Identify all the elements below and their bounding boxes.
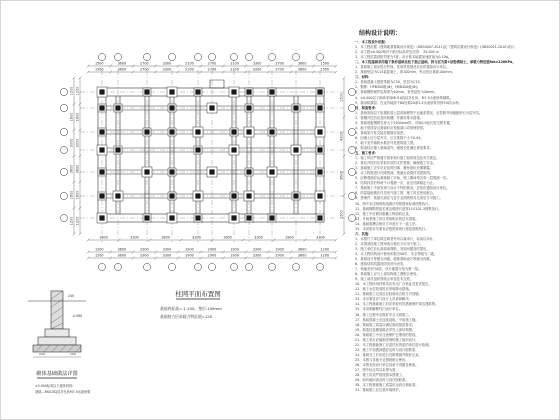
axis-bubble-top <box>114 53 121 60</box>
inner-wall <box>106 96 316 214</box>
column <box>99 193 104 198</box>
note-line: 8、构造柱应锚入基础梁内，锚固长度满足规范要求。 <box>355 145 433 150</box>
column <box>269 89 274 94</box>
column <box>231 215 236 220</box>
foundation-detail <box>28 291 91 394</box>
note-line: 23、施工中如遇问题应及时与设计院联系。 <box>355 347 419 352</box>
column <box>115 105 120 110</box>
dimension-label: 1500 <box>94 67 104 72</box>
dimension-label: 3300 <box>162 253 172 258</box>
note-line: 一、本工程设计依据： <box>355 40 388 44</box>
axis-bubble-bottom <box>316 263 323 270</box>
column <box>293 193 298 198</box>
note-line: 4、本工程结构设计使用年限为50年，安全等级为二级。 <box>355 251 438 256</box>
note-line: 六、其他： <box>355 231 372 236</box>
axis-bubble-bottom <box>194 263 201 270</box>
dimension-label: 1200 <box>94 253 104 258</box>
dimension-label: 1900 <box>230 253 239 258</box>
dimension-label: 3300 <box>252 253 262 258</box>
note-line: 3、施工单位应认真阅读图纸，发现问题及时提出。 <box>355 246 430 251</box>
detail-dim-2: 100 <box>70 352 76 356</box>
axis-bubble-left <box>60 192 67 199</box>
design-notes-title: 结构设计说明： <box>359 30 402 37</box>
note-line: 3、基础底板钢筋长度大于2500mm时，可取0.9倍长度交错布置。 <box>355 120 453 125</box>
column <box>246 169 251 174</box>
note-line: 20、基础施工中应注意保护已埋设的管线。 <box>355 332 419 337</box>
column <box>195 215 200 220</box>
note-line: 3、基础钢筋保护层厚度为40mm，有垫层时为40mm。 <box>355 90 438 95</box>
note-line: 10、本工程所用材料均应有出厂合格证及复试报告。 <box>355 282 432 287</box>
dimension-label: 3300 <box>162 247 172 252</box>
column <box>169 129 174 134</box>
column <box>293 105 298 110</box>
column <box>246 105 251 110</box>
dimension-label: 1800 <box>285 235 294 240</box>
note-line: 5、墙身防潮层：在室内地面下60处做20厚1:2水泥砂浆内掺5%防水剂。 <box>355 100 462 105</box>
dimension-label: 3600 <box>117 247 127 252</box>
column <box>144 169 149 174</box>
note-line: 五、施工要求： <box>355 151 379 156</box>
note-line: 6、结构封顶后每两个月观测一次，直至沉降稳定为止。 <box>355 181 437 186</box>
axis-bubble-top <box>98 53 105 60</box>
detail-label-b: -0.060 <box>72 314 83 318</box>
dimension-label: 3300 <box>252 247 262 252</box>
dimension-label: 3000 <box>69 138 74 148</box>
note-line: 1、基础混凝土强度等级为C30，垫层为C15。 <box>355 80 423 85</box>
dimension-label: 2900 <box>207 247 217 252</box>
column <box>246 193 251 198</box>
note-line: 3、基础施工完毕后应及时回填，避免基坑长期暴露。 <box>355 166 433 171</box>
column <box>169 169 174 174</box>
note-line: 12、基础施工完成后应经验收合格方可回填。 <box>355 292 422 297</box>
dimension-label: 1800 <box>69 112 74 122</box>
note-line: 1、基础施工前应进行钎探，发现异常情况应及时通知设计单位。 <box>355 65 450 70</box>
detail-note-1: ±0.000标高以下墙体材料： <box>35 384 76 388</box>
column <box>99 105 104 110</box>
column <box>317 193 322 198</box>
column <box>246 89 251 94</box>
axis-bubble-top <box>245 53 252 60</box>
dimension-label: 1800 <box>161 235 170 240</box>
dimension-label: 1200 <box>320 247 330 252</box>
column <box>99 169 104 174</box>
note-line: 3、本工程抗震设防烈度为7度，设计基本地震加速度值为0.10g。 <box>355 55 452 60</box>
note-line: 4、本工程需进行沉降观测，观测点设置详见建筑图。 <box>355 171 433 176</box>
column <box>246 215 251 220</box>
column <box>317 129 322 134</box>
axis-bubble-bottom <box>208 263 215 270</box>
column <box>169 193 174 198</box>
note-line: 29、如有疑问请及时与设计院联系。 <box>355 378 409 383</box>
note-line: 30、本工程基础施工质量应达到合格标准。 <box>355 383 419 388</box>
axis-bubble-bottom <box>292 263 299 270</box>
dimension-label: 3300 <box>254 235 263 240</box>
column-footings <box>97 87 325 223</box>
axis-bubble-left <box>60 214 67 221</box>
axis-bubble-top <box>143 53 150 60</box>
column <box>99 89 104 94</box>
column <box>169 105 174 110</box>
note-line: 5、基础设计等级为丙级，地基基础设计等级为丙级。 <box>355 257 433 262</box>
column <box>269 129 274 134</box>
axis-bubble-top <box>194 53 201 60</box>
dimension-label: 2900 <box>275 253 284 258</box>
column <box>231 193 236 198</box>
note-line: 2、本图须经施工图审查合格后方可用于施工。 <box>355 241 424 246</box>
note-line: 26、本图未经设计单位同意不得擅自修改。 <box>355 363 419 367</box>
axis-bubble-bottom <box>98 263 105 270</box>
axis-bubble-bottom <box>114 263 121 270</box>
axis-bubble-top <box>292 53 299 60</box>
dimension-label: 3600 <box>297 253 307 258</box>
column <box>99 129 104 134</box>
wall-lines <box>98 80 324 222</box>
note-line: 8、基础施工应与上部结构施工图配合使用。 <box>355 272 420 277</box>
note-line: 2、基坑开挖时应采取有效的支护措施，确保施工安全。 <box>355 161 437 166</box>
column <box>195 147 200 152</box>
column <box>99 215 104 220</box>
dimension-chains <box>73 65 346 260</box>
dimension-label: 1900 <box>185 247 194 252</box>
column <box>317 89 322 94</box>
detail-footing-step-1 <box>45 329 69 337</box>
dimension-label: 2100 <box>230 61 239 66</box>
dimension-label: 3600 <box>297 247 307 252</box>
dimension-label: 1800 <box>223 235 232 240</box>
detail-title: 砌体基础做法详图 <box>36 371 78 377</box>
detail-note-2: 基础---MU10烧结多孔砖M7.5水泥砂浆 <box>35 390 91 394</box>
dimension-label: 1200 <box>75 216 80 226</box>
dimension-label: 3600 <box>297 61 307 66</box>
axis-bubble-bottom <box>230 263 237 270</box>
column <box>195 129 200 134</box>
column <box>209 105 214 110</box>
column <box>317 147 322 152</box>
column <box>246 129 251 134</box>
note-line: 14、基础验槽合格后方可进行下一道工序。 <box>355 221 419 226</box>
note-line: 4、地下管线穿过基础时应预留洞口或预埋套管。 <box>355 125 427 130</box>
column <box>317 105 322 110</box>
dimension-label: 3600 <box>339 171 344 180</box>
column <box>169 215 174 220</box>
dimension-label: 2700 <box>275 67 284 72</box>
dimension-label: 3300 <box>192 235 201 240</box>
note-line: 22、本工程基础施工应委托有资质的单位进行检测。 <box>355 342 432 347</box>
column <box>115 193 120 198</box>
column <box>144 129 149 134</box>
column <box>231 89 236 94</box>
note-line: 31、基础施工应注意环境保护。 <box>355 388 403 393</box>
dimension-label: 1500 <box>94 61 104 66</box>
plan-title: 柱网平面布置图 <box>175 290 221 298</box>
dimension-label: 1900 <box>230 247 239 252</box>
note-line: 7、地下室外墙防水做法详见建筑施工图。 <box>355 140 417 145</box>
dimension-label: 3300 <box>252 67 262 72</box>
note-line: 16、施工过程中应做好安全文明施工。 <box>355 312 412 317</box>
dimension-label: 3300 <box>162 61 172 66</box>
detail-wall <box>51 291 63 329</box>
dimension-labels <box>70 62 344 258</box>
note-line: 二、本工程基础采用墙下条形基础及柱下独立基础，持力层为第②层粉质粘土，承载力特征值fak=120KPa。 <box>355 60 516 65</box>
dimension-label: 1800 <box>75 112 80 122</box>
dimension-label: 1800 <box>99 235 108 240</box>
note-line: 四、构造要求： <box>355 105 379 110</box>
note-line: 5、沉降观测应从基础施工开始，施工期间每完成一层观测一次。 <box>355 176 450 181</box>
dimension-label: 2900 <box>275 247 284 252</box>
detail-label-a: 240 <box>68 294 75 298</box>
note-line: 14、本工程基础施工时应采取有效措施保护周边建筑物。 <box>355 302 439 307</box>
column <box>269 215 274 220</box>
dimension-label: 2700 <box>207 67 217 72</box>
note-line: 7、基础施工中如发现与设计不符的情况，应及时通知设计单位。 <box>355 186 450 191</box>
note-line: 9、预埋件、预留孔洞应与各专业图纸核对无误后方可施工。 <box>355 196 443 201</box>
axis-bubble-left <box>60 146 67 153</box>
note-line: 6、建筑结构抗震设防类别为丙类。 <box>355 262 407 267</box>
note-line: 5、基础梁与柱交接处箍筋应加密。 <box>355 130 407 135</box>
note-line: 19、构造柱及圈梁做法详见上部结构图。 <box>355 327 416 332</box>
note-line: 18、基础施工质量应满足验收规范要求。 <box>355 322 416 327</box>
detail-dim-1: 100 <box>39 352 45 356</box>
dimension-label: 3300 <box>252 61 262 66</box>
note-line: 1、本图尺寸单位除注明者外均以毫米计，标高以米计。 <box>355 236 437 241</box>
dimension-label: 1500 <box>320 67 330 72</box>
dimension-label: 2900 <box>207 253 217 258</box>
column <box>231 129 236 134</box>
column <box>317 215 322 220</box>
plan-subtitle-2: 基础持力层承载力特征值=120 <box>160 314 213 319</box>
dimension-label: 3300 <box>162 67 172 72</box>
detail-footing-step-2 <box>38 337 76 345</box>
dimension-label: 1500 <box>320 61 330 66</box>
column <box>209 169 214 174</box>
dimension-label: 2700 <box>207 61 217 66</box>
dimension-label: 3600 <box>297 67 307 72</box>
note-line: 8、防雷接地做法详见电气施工图，施工时应密切配合。 <box>355 191 437 196</box>
note-line: 17、基础混凝土应连续浇筑，不留施工缝。 <box>355 317 419 322</box>
dimension-label: 3300 <box>130 235 139 240</box>
dimension-label: 2100 <box>185 61 194 66</box>
note-line: 11、基础钢筋搭接长度及锚固长度按11G101-3图集执行。 <box>355 206 442 211</box>
axis-bubble-top <box>316 53 323 60</box>
note-line: 15、本说明未尽事宜应按国家现行规范规程执行。 <box>355 226 429 231</box>
axis-bubble-left <box>60 128 67 135</box>
dimension-label: 3600 <box>117 61 127 66</box>
note-line: 1、施工时应严格遵守国家现行施工验收规范及有关规定。 <box>355 156 440 161</box>
note-line: 1、基础底面以下如遇软弱土层或暗塘等不良地质情况，应挖除并用级配砂石分层夯实。 <box>355 110 483 115</box>
dimension-label: 2700 <box>275 61 284 66</box>
note-line: 9、施工前应组织图纸会审及技术交底。 <box>355 277 414 282</box>
axis-bubble-bottom <box>168 263 175 270</box>
dimension-label: 1200 <box>75 86 80 96</box>
note-line: 27、图中标注均以本图为准。 <box>355 368 399 373</box>
note-line: 28、施工时须严格按照本图施工。 <box>355 373 406 378</box>
note-line: 12、施工中应做好隐蔽工程验收记录。 <box>355 211 412 216</box>
note-line: 三、材料： <box>355 75 372 80</box>
dimension-label: 2100 <box>185 67 194 72</box>
dimension-label: 3000 <box>75 138 80 148</box>
note-line: 15、本说明解释权归设计单位。 <box>355 307 403 312</box>
column <box>269 169 274 174</box>
note-line: 1、本工程依据《建筑地基基础设计规范》(GB50007-2011)及《建筑抗震设计规范》(GB50011-2010)设计。 <box>355 45 518 50</box>
note-line: 2、基础垫层为C15素混凝土，厚100mm，每边宽出基础100mm。 <box>355 70 455 75</box>
note-line: 4、±0.000以下砌体采用MU10烧结多孔砖，M7.5水泥砂浆砌筑。 <box>355 95 453 100</box>
dimension-label: 1200 <box>94 247 104 252</box>
dimension-label: 1200 <box>69 216 74 226</box>
note-line: 25、本图与其他专业图纸配合使用。 <box>355 357 409 362</box>
dimension-label: 1900 <box>185 253 194 258</box>
column <box>195 89 200 94</box>
dimension-label: 3600 <box>117 253 127 258</box>
axis-bubble-left <box>60 168 67 175</box>
dimension-label: 3600 <box>117 67 127 72</box>
plan-subtitle-1: 基础底标高=-1.200，垫层-100mm <box>160 306 222 311</box>
axis-bubble-bottom <box>245 263 252 270</box>
column <box>115 147 120 152</box>
note-line: 2、钢筋：HPB300级(Φ)，HRB400级(Φ)。 <box>355 85 421 90</box>
dimension-label: 3600 <box>75 164 80 174</box>
axis-bubble-top <box>208 53 215 60</box>
axis-bubble-left <box>60 88 67 95</box>
dimension-label: 3300 <box>316 235 325 240</box>
dimension-label: 1800 <box>69 190 74 200</box>
dimension-label: 1500 <box>339 93 344 102</box>
column <box>144 215 149 220</box>
design-notes-body <box>355 40 555 393</box>
dimension-label: 2700 <box>140 67 149 72</box>
note-line: 2、基槽开挖后应及时验槽，并做好排水措施。 <box>355 115 424 120</box>
note-line: 2、本工程±0.000相对于绝对标高详见总图： 35.500 m <box>355 50 439 55</box>
dimension-label: 1800 <box>75 190 80 200</box>
axis-bubble-bottom <box>143 263 150 270</box>
dimension-label: 2900 <box>140 253 149 258</box>
column <box>317 169 322 174</box>
column <box>144 89 149 94</box>
note-line: 24、基础完工后应进行沉降观测并做好记录。 <box>355 352 422 357</box>
column <box>293 147 298 152</box>
column <box>169 89 174 94</box>
note-line: 7、场地类别为Ⅱ类，设计地震分组为第一组。 <box>355 267 422 272</box>
axis-bubble-left <box>60 104 67 111</box>
dimension-label: 3600 <box>69 164 74 174</box>
note-line: 21、施工单位应编制详细的施工组织设计。 <box>355 337 419 342</box>
axis-bubble-top <box>268 53 275 60</box>
dimension-label: 2900 <box>140 247 149 252</box>
note-line: 6、回填土应分层夯实，压实系数不小于0.94。 <box>355 135 424 140</box>
dimension-label: 1200 <box>320 253 330 258</box>
column <box>99 147 104 152</box>
dimension-label: 2700 <box>140 61 149 66</box>
note-line: 11、地下水位较高时应采取降水措施。 <box>355 287 412 292</box>
note-line: 13、冬雨季施工时应采取相应的技术措施。 <box>355 216 419 221</box>
axis-bubble-top <box>168 53 175 60</box>
note-line: 10、图中未注明的构造做法均按国家标准图集执行。 <box>355 201 432 206</box>
column <box>231 147 236 152</box>
dimension-label: 1200 <box>69 86 74 96</box>
axis-bubble-bottom <box>268 263 275 270</box>
axis-bubble-top <box>230 53 237 60</box>
dimension-label: 4200 <box>339 132 344 141</box>
design-notes <box>355 28 555 408</box>
dimension-label: 2100 <box>230 67 239 72</box>
dimension-label: 1500 <box>339 210 344 219</box>
note-line: 13、未尽事宜应与设计人员协商解决。 <box>355 297 412 302</box>
column <box>195 193 200 198</box>
